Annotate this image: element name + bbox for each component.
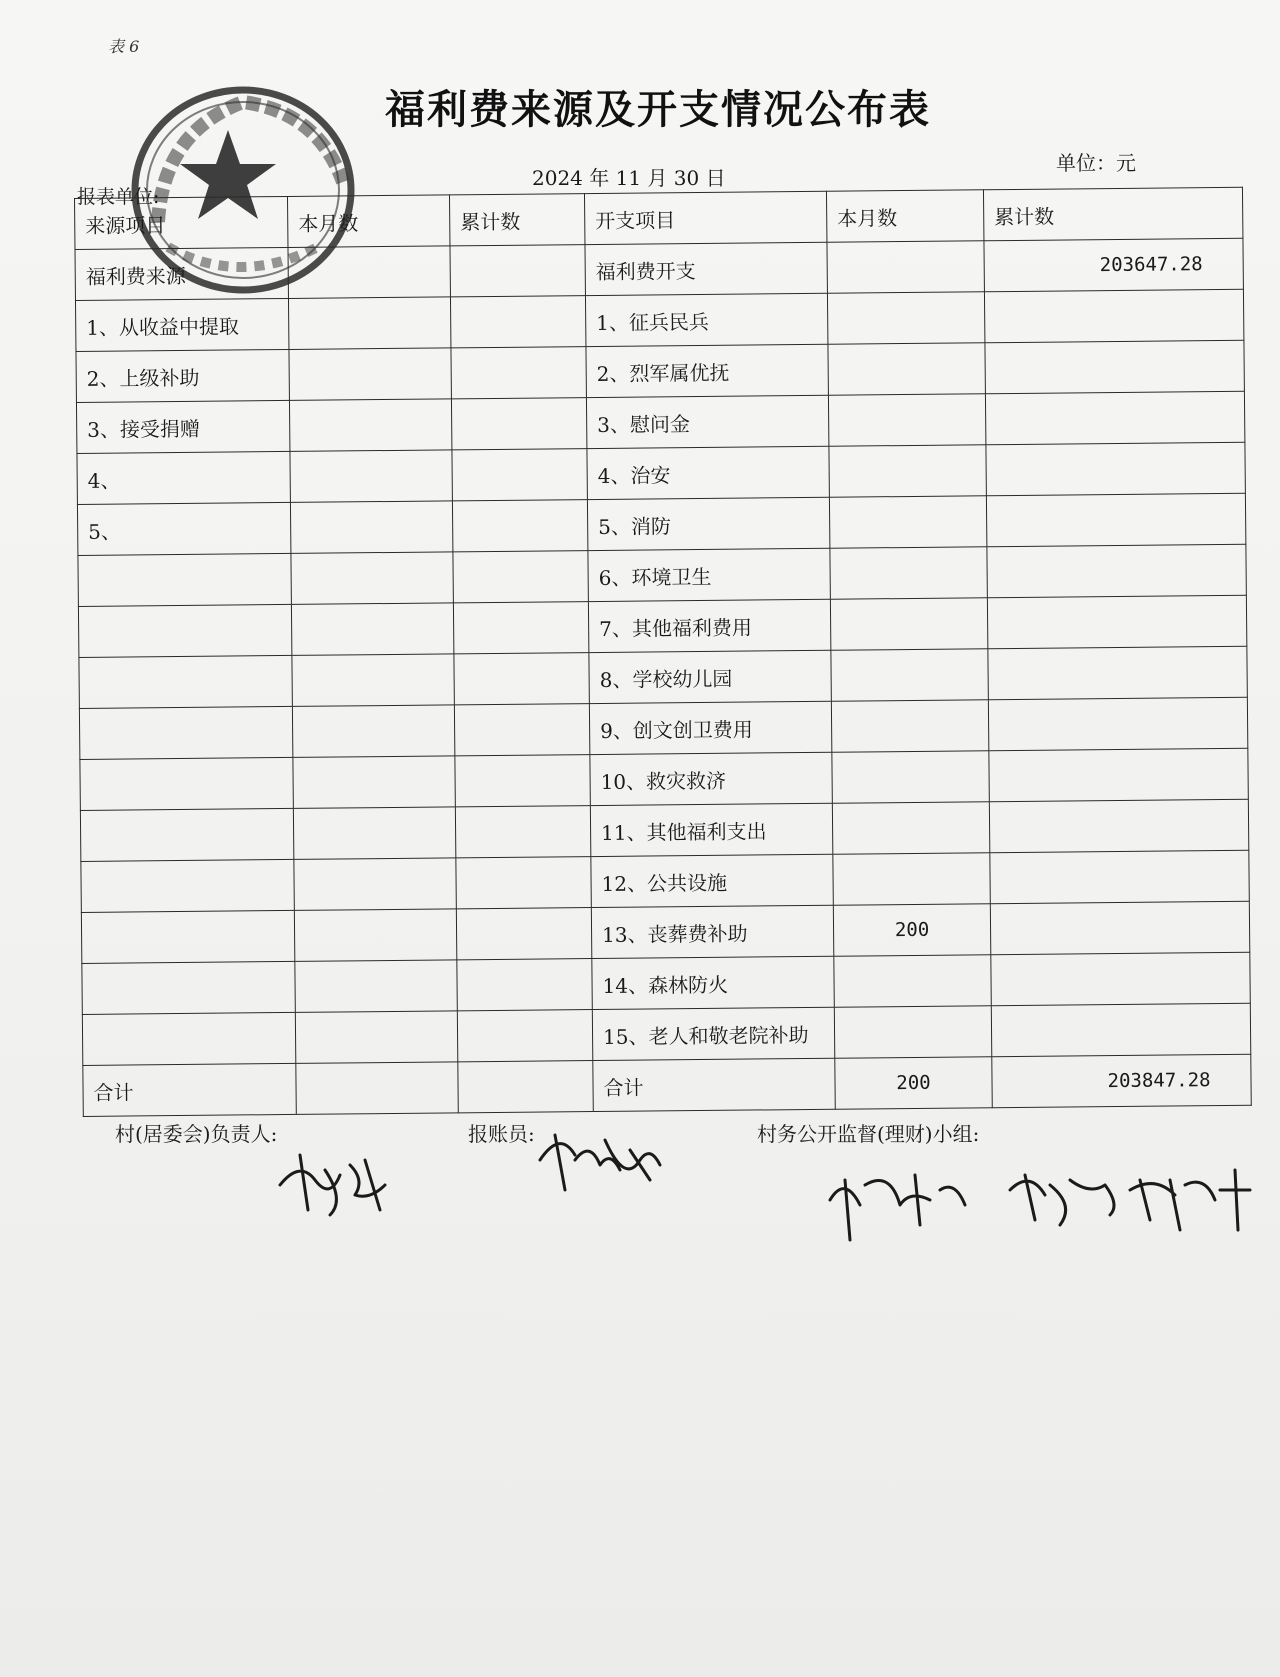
expense-cumulative-cell: 203647.28 bbox=[984, 238, 1243, 291]
unit-label: 单位：元 bbox=[1056, 151, 1136, 175]
source-cumulative-cell bbox=[456, 857, 591, 909]
source-month-cell bbox=[290, 450, 452, 503]
source-cumulative-cell bbox=[455, 755, 590, 807]
source-cumulative-cell bbox=[450, 296, 585, 348]
expense-item-cell: 5、消防 bbox=[587, 497, 829, 550]
expense-item-cell: 12、公共设施 bbox=[591, 854, 833, 907]
totals-expense-month: 200 bbox=[835, 1057, 992, 1110]
source-month-cell bbox=[288, 246, 450, 299]
expense-item-cell: 2、烈军属优抚 bbox=[586, 344, 828, 397]
expense-cumulative-cell bbox=[991, 952, 1250, 1005]
expense-month-cell bbox=[829, 496, 986, 549]
source-item-cell bbox=[82, 961, 295, 1014]
source-month-cell bbox=[290, 501, 452, 554]
header-expense-item: 开支项目 bbox=[584, 191, 826, 244]
header-source-cumulative: 累计数 bbox=[449, 194, 584, 246]
expense-item-cell: 6、环境卫生 bbox=[588, 548, 830, 601]
source-item-cell: 2、上级补助 bbox=[76, 349, 289, 402]
source-cumulative-cell bbox=[450, 245, 585, 297]
report-date: 2024 年 11 月 30 日 bbox=[532, 166, 726, 190]
expense-item-cell: 8、学校幼儿园 bbox=[589, 650, 831, 703]
expense-item-cell: 10、救灾救济 bbox=[590, 752, 832, 805]
expense-month-cell bbox=[832, 802, 989, 855]
source-cumulative-cell bbox=[451, 347, 586, 399]
accountant-label: 报账员: bbox=[468, 1122, 535, 1146]
source-month-cell bbox=[295, 960, 457, 1013]
expense-cumulative-cell bbox=[985, 391, 1244, 444]
supervision-group-signatures bbox=[820, 1150, 1270, 1250]
source-cumulative-cell bbox=[456, 908, 591, 960]
source-month-cell bbox=[295, 1011, 457, 1064]
expense-cumulative-cell bbox=[991, 1003, 1250, 1056]
totals-source-month bbox=[296, 1062, 458, 1115]
expense-item-cell: 14、森林防火 bbox=[592, 956, 834, 1009]
expense-month-cell bbox=[832, 751, 989, 804]
totals-source-cumulative bbox=[458, 1061, 593, 1113]
totals-source-label: 合计 bbox=[83, 1063, 296, 1116]
source-item-cell: 5、 bbox=[77, 502, 290, 555]
header-expense-month: 本月数 bbox=[826, 190, 983, 243]
expense-month-cell bbox=[830, 598, 987, 651]
expense-month-cell bbox=[831, 700, 988, 753]
source-item-cell bbox=[79, 655, 292, 708]
source-item-cell: 1、从收益中提取 bbox=[75, 298, 288, 351]
expense-cumulative-cell bbox=[984, 289, 1243, 342]
reporting-unit-label: 报表单位: bbox=[77, 186, 160, 208]
source-month-cell bbox=[289, 399, 451, 452]
totals-row bbox=[83, 1054, 1251, 1116]
source-item-cell bbox=[81, 859, 294, 912]
expense-cumulative-cell bbox=[986, 442, 1245, 495]
expense-month-cell bbox=[834, 1006, 991, 1059]
source-cumulative-cell bbox=[451, 398, 586, 450]
form-number: 表 6 bbox=[108, 37, 140, 56]
source-cumulative-cell bbox=[455, 806, 590, 858]
header-source-item: 来源项目 bbox=[75, 196, 288, 249]
totals-expense-label: 合计 bbox=[593, 1058, 835, 1111]
source-item-cell bbox=[81, 910, 294, 963]
expense-month-cell bbox=[830, 547, 987, 600]
expense-item-cell: 4、治安 bbox=[587, 446, 829, 499]
expense-month-cell bbox=[834, 955, 991, 1008]
expense-cumulative-cell bbox=[986, 493, 1245, 546]
source-month-cell bbox=[293, 807, 455, 860]
expense-item-cell: 11、其他福利支出 bbox=[590, 803, 832, 856]
source-cumulative-cell bbox=[457, 959, 592, 1011]
expense-item-cell: 13、丧葬费补助 bbox=[591, 905, 833, 958]
source-item-cell: 3、接受捐赠 bbox=[76, 400, 289, 453]
expense-month-cell: 200 bbox=[833, 904, 990, 957]
expense-item-cell: 3、慰问金 bbox=[586, 395, 828, 448]
source-item-cell: 4、 bbox=[77, 451, 290, 504]
expense-cumulative-cell bbox=[990, 901, 1249, 954]
source-month-cell bbox=[294, 909, 456, 962]
source-cumulative-cell bbox=[453, 551, 588, 603]
source-item-cell bbox=[78, 604, 291, 657]
source-month-cell bbox=[291, 552, 453, 605]
accountant-signature bbox=[530, 1120, 670, 1200]
expense-month-cell bbox=[833, 853, 990, 906]
expense-item-cell: 9、创文创卫费用 bbox=[589, 701, 831, 754]
source-item-cell: 福利费来源 bbox=[75, 247, 288, 300]
expense-month-cell bbox=[831, 649, 988, 702]
source-month-cell bbox=[292, 654, 454, 707]
source-cumulative-cell bbox=[453, 602, 588, 654]
source-month-cell bbox=[293, 756, 455, 809]
expense-cumulative-cell bbox=[990, 850, 1249, 903]
source-item-cell bbox=[80, 757, 293, 810]
expense-item-cell: 福利费开支 bbox=[585, 242, 827, 295]
village-head-signature bbox=[270, 1140, 400, 1220]
supervision-group-label: 村务公开监督(理财)小组: bbox=[757, 1122, 980, 1146]
expense-item-cell: 15、老人和敬老院补助 bbox=[592, 1007, 834, 1060]
expense-month-cell bbox=[828, 343, 985, 396]
expense-cumulative-cell bbox=[985, 340, 1244, 393]
source-cumulative-cell bbox=[452, 449, 587, 501]
village-head-label: 村(居委会)负责人: bbox=[115, 1122, 278, 1146]
source-item-cell bbox=[82, 1012, 295, 1065]
expense-month-cell bbox=[827, 292, 984, 345]
expense-cumulative-cell bbox=[987, 544, 1246, 597]
source-cumulative-cell bbox=[457, 1010, 592, 1062]
source-item-cell bbox=[79, 706, 292, 759]
expense-item-cell: 1、征兵民兵 bbox=[585, 293, 827, 346]
source-cumulative-cell bbox=[452, 500, 587, 552]
expense-item-cell: 7、其他福利费用 bbox=[588, 599, 830, 652]
expense-cumulative-cell bbox=[988, 646, 1247, 699]
source-month-cell bbox=[294, 858, 456, 911]
source-month-cell bbox=[291, 603, 453, 656]
totals-expense-cumulative: 203847.28 bbox=[992, 1054, 1251, 1107]
source-cumulative-cell bbox=[454, 653, 589, 705]
source-item-cell bbox=[80, 808, 293, 861]
source-cumulative-cell bbox=[454, 704, 589, 756]
header-expense-cumulative: 累计数 bbox=[983, 187, 1242, 240]
header-source-month: 本月数 bbox=[287, 195, 449, 248]
expense-cumulative-cell bbox=[987, 595, 1246, 648]
expense-cumulative-cell bbox=[989, 799, 1248, 852]
expense-cumulative-cell bbox=[989, 748, 1248, 801]
source-month-cell bbox=[288, 297, 450, 350]
welfare-fund-table bbox=[74, 187, 1252, 1117]
source-item-cell bbox=[78, 553, 291, 606]
document-title: 福利费来源及开支情况公布表 bbox=[385, 87, 931, 133]
expense-cumulative-cell bbox=[988, 697, 1247, 750]
source-month-cell bbox=[292, 705, 454, 758]
expense-month-cell bbox=[828, 394, 985, 447]
expense-month-cell bbox=[829, 445, 986, 498]
source-month-cell bbox=[289, 348, 451, 401]
expense-month-cell bbox=[827, 241, 984, 294]
